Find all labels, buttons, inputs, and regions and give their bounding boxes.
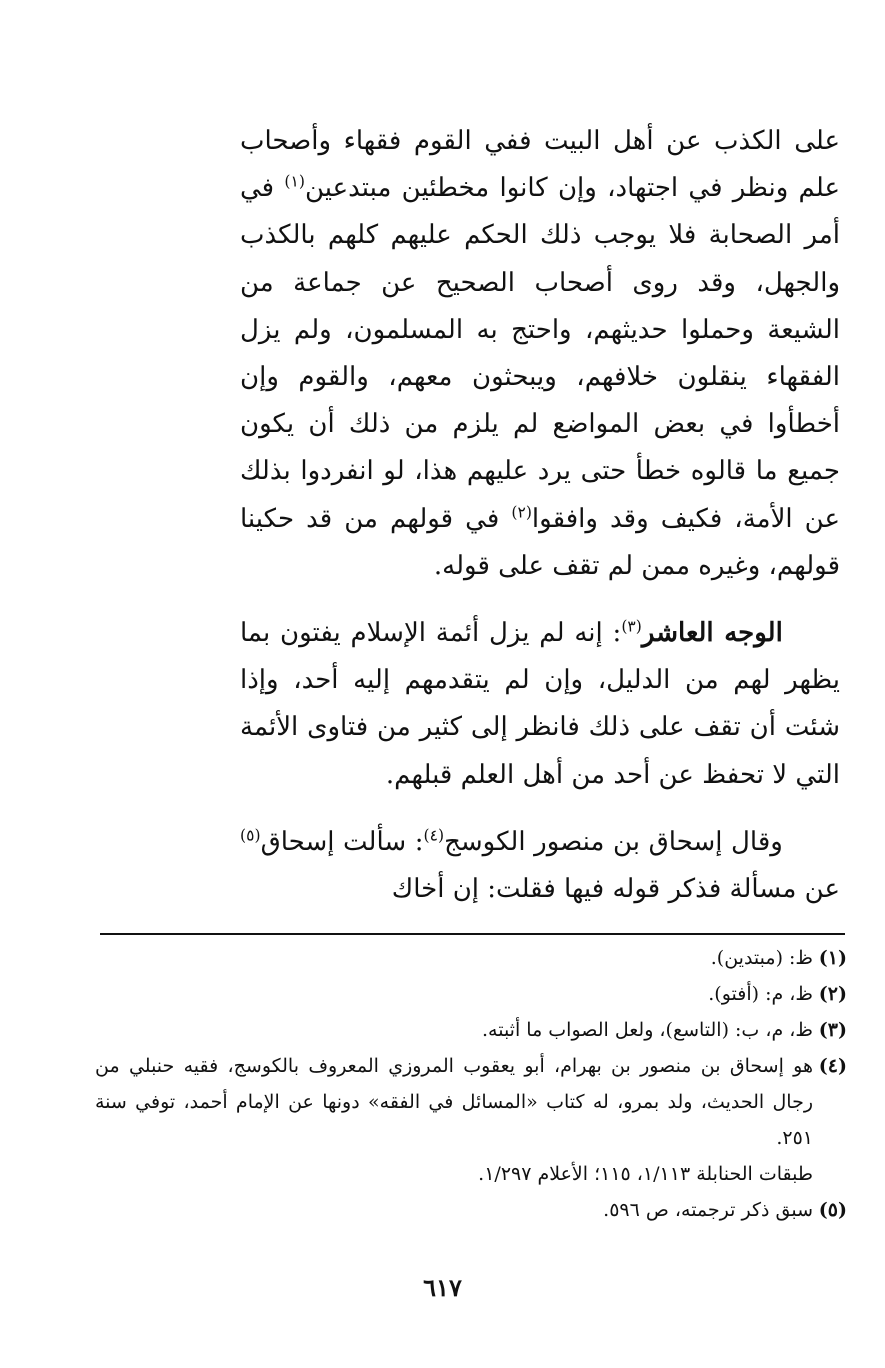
paragraph-1 xyxy=(240,118,840,590)
paragraph-3 xyxy=(240,819,840,913)
footnote-ref-3[interactable]: (٣) xyxy=(621,617,642,636)
footnote-ref-5[interactable]: (٥) xyxy=(240,826,261,845)
page-number: ٦١٧ xyxy=(423,1273,462,1302)
footnote-source-line xyxy=(95,1156,847,1192)
footnote-item xyxy=(95,940,847,976)
footnote-divider xyxy=(100,933,845,935)
footnote-ref-1[interactable]: (١) xyxy=(284,172,305,191)
footnotes-section xyxy=(95,940,847,1228)
footnote-number: (٣) xyxy=(818,1019,847,1041)
section-heading: الوجه العاشر xyxy=(641,618,783,649)
footnote-text: ظ، م: (أفتو). xyxy=(708,983,813,1005)
footnote-ref-4[interactable]: (٤) xyxy=(423,826,445,845)
footnote-item xyxy=(95,976,847,1012)
footnote-text: هو إسحاق بن منصور بن بهرام، أبو يعقوب المروزي المعروف بالكوسج، فقيه حنبلي من رجال الحديث، ولد بمرو، له كتاب «المسائل في الفقه» دونها عن الإمام أحمد، توفي سنة ٢٥١. xyxy=(95,1055,813,1149)
paragraph-2 xyxy=(240,610,840,799)
paragraph-text: عن مسألة فذكر قوله فيها فقلت: إن أخاك xyxy=(391,874,840,905)
footnote-number: (٤) xyxy=(818,1055,847,1077)
paragraph-text: في أمر الصحابة فلا يوجب ذلك الحكم عليهم كلهم بالكذب والجهل، وقد روى أصحاب الصحيح عن جماعة من الشيعة وحملوا حديثهم، واحتج به المسلمون، ولم يزل الفقهاء ينقلون خلافهم، ويبحثون معهم، والقوم وإن أخطأوا في بعض المواضع لم يلزم من ذلك أن يكون جميع ما قالوه خطأ حتى يرد عليهم هذا، لو انفردوا بذلك عن الأمة، فكيف وقد وافقوا xyxy=(240,173,840,534)
footnote-item xyxy=(95,1192,847,1228)
footnote-text: ظ: (مبتدين). xyxy=(710,947,813,969)
main-text-body xyxy=(240,118,840,913)
paragraph-text: على الكذب عن أهل البيت ففي القوم فقهاء وأصحاب علم ونظر في اجتهاد، وإن كانوا مخطئين مبتدعين xyxy=(240,126,840,204)
footnote-number: (١) xyxy=(818,947,847,969)
paragraph-text: : إنه لم يزل أئمة الإسلام يفتون بما يظهر لهم من الدليل، وإن لم يتقدمهم إليه أحد، وإذا شئت أن تقف على ذلك فانظر إلى كثير من فتاوى الأئمة التي لا تحفظ عن أحد من أهل العلم قبلهم. xyxy=(240,618,840,790)
footnote-text: سبق ذكر ترجمته، ص ٥٩٦. xyxy=(603,1199,813,1221)
footnote-ref-2[interactable]: (٢) xyxy=(511,502,532,521)
paragraph-text: وقال إسحاق بن منصور الكوسج xyxy=(444,826,783,857)
footnote-item xyxy=(95,1048,847,1156)
footnote-text: طبقات الحنابلة ١/١١٣، ١١٥؛ الأعلام ١/٢٩٧. xyxy=(478,1163,813,1185)
footnote-text: ظ، م، ب: (التاسع)، ولعل الصواب ما أثبته. xyxy=(481,1019,813,1041)
paragraph-text: في قولهم من قد حكينا قولهم، وغيره ممن لم تقف على قوله. xyxy=(240,503,840,581)
footnote-number: (٥) xyxy=(818,1199,847,1221)
footnote-number xyxy=(813,1156,847,1192)
paragraph-text: : سألت إسحاق xyxy=(260,826,424,857)
footnote-number: (٢) xyxy=(818,983,847,1005)
footnote-item xyxy=(95,1012,847,1048)
